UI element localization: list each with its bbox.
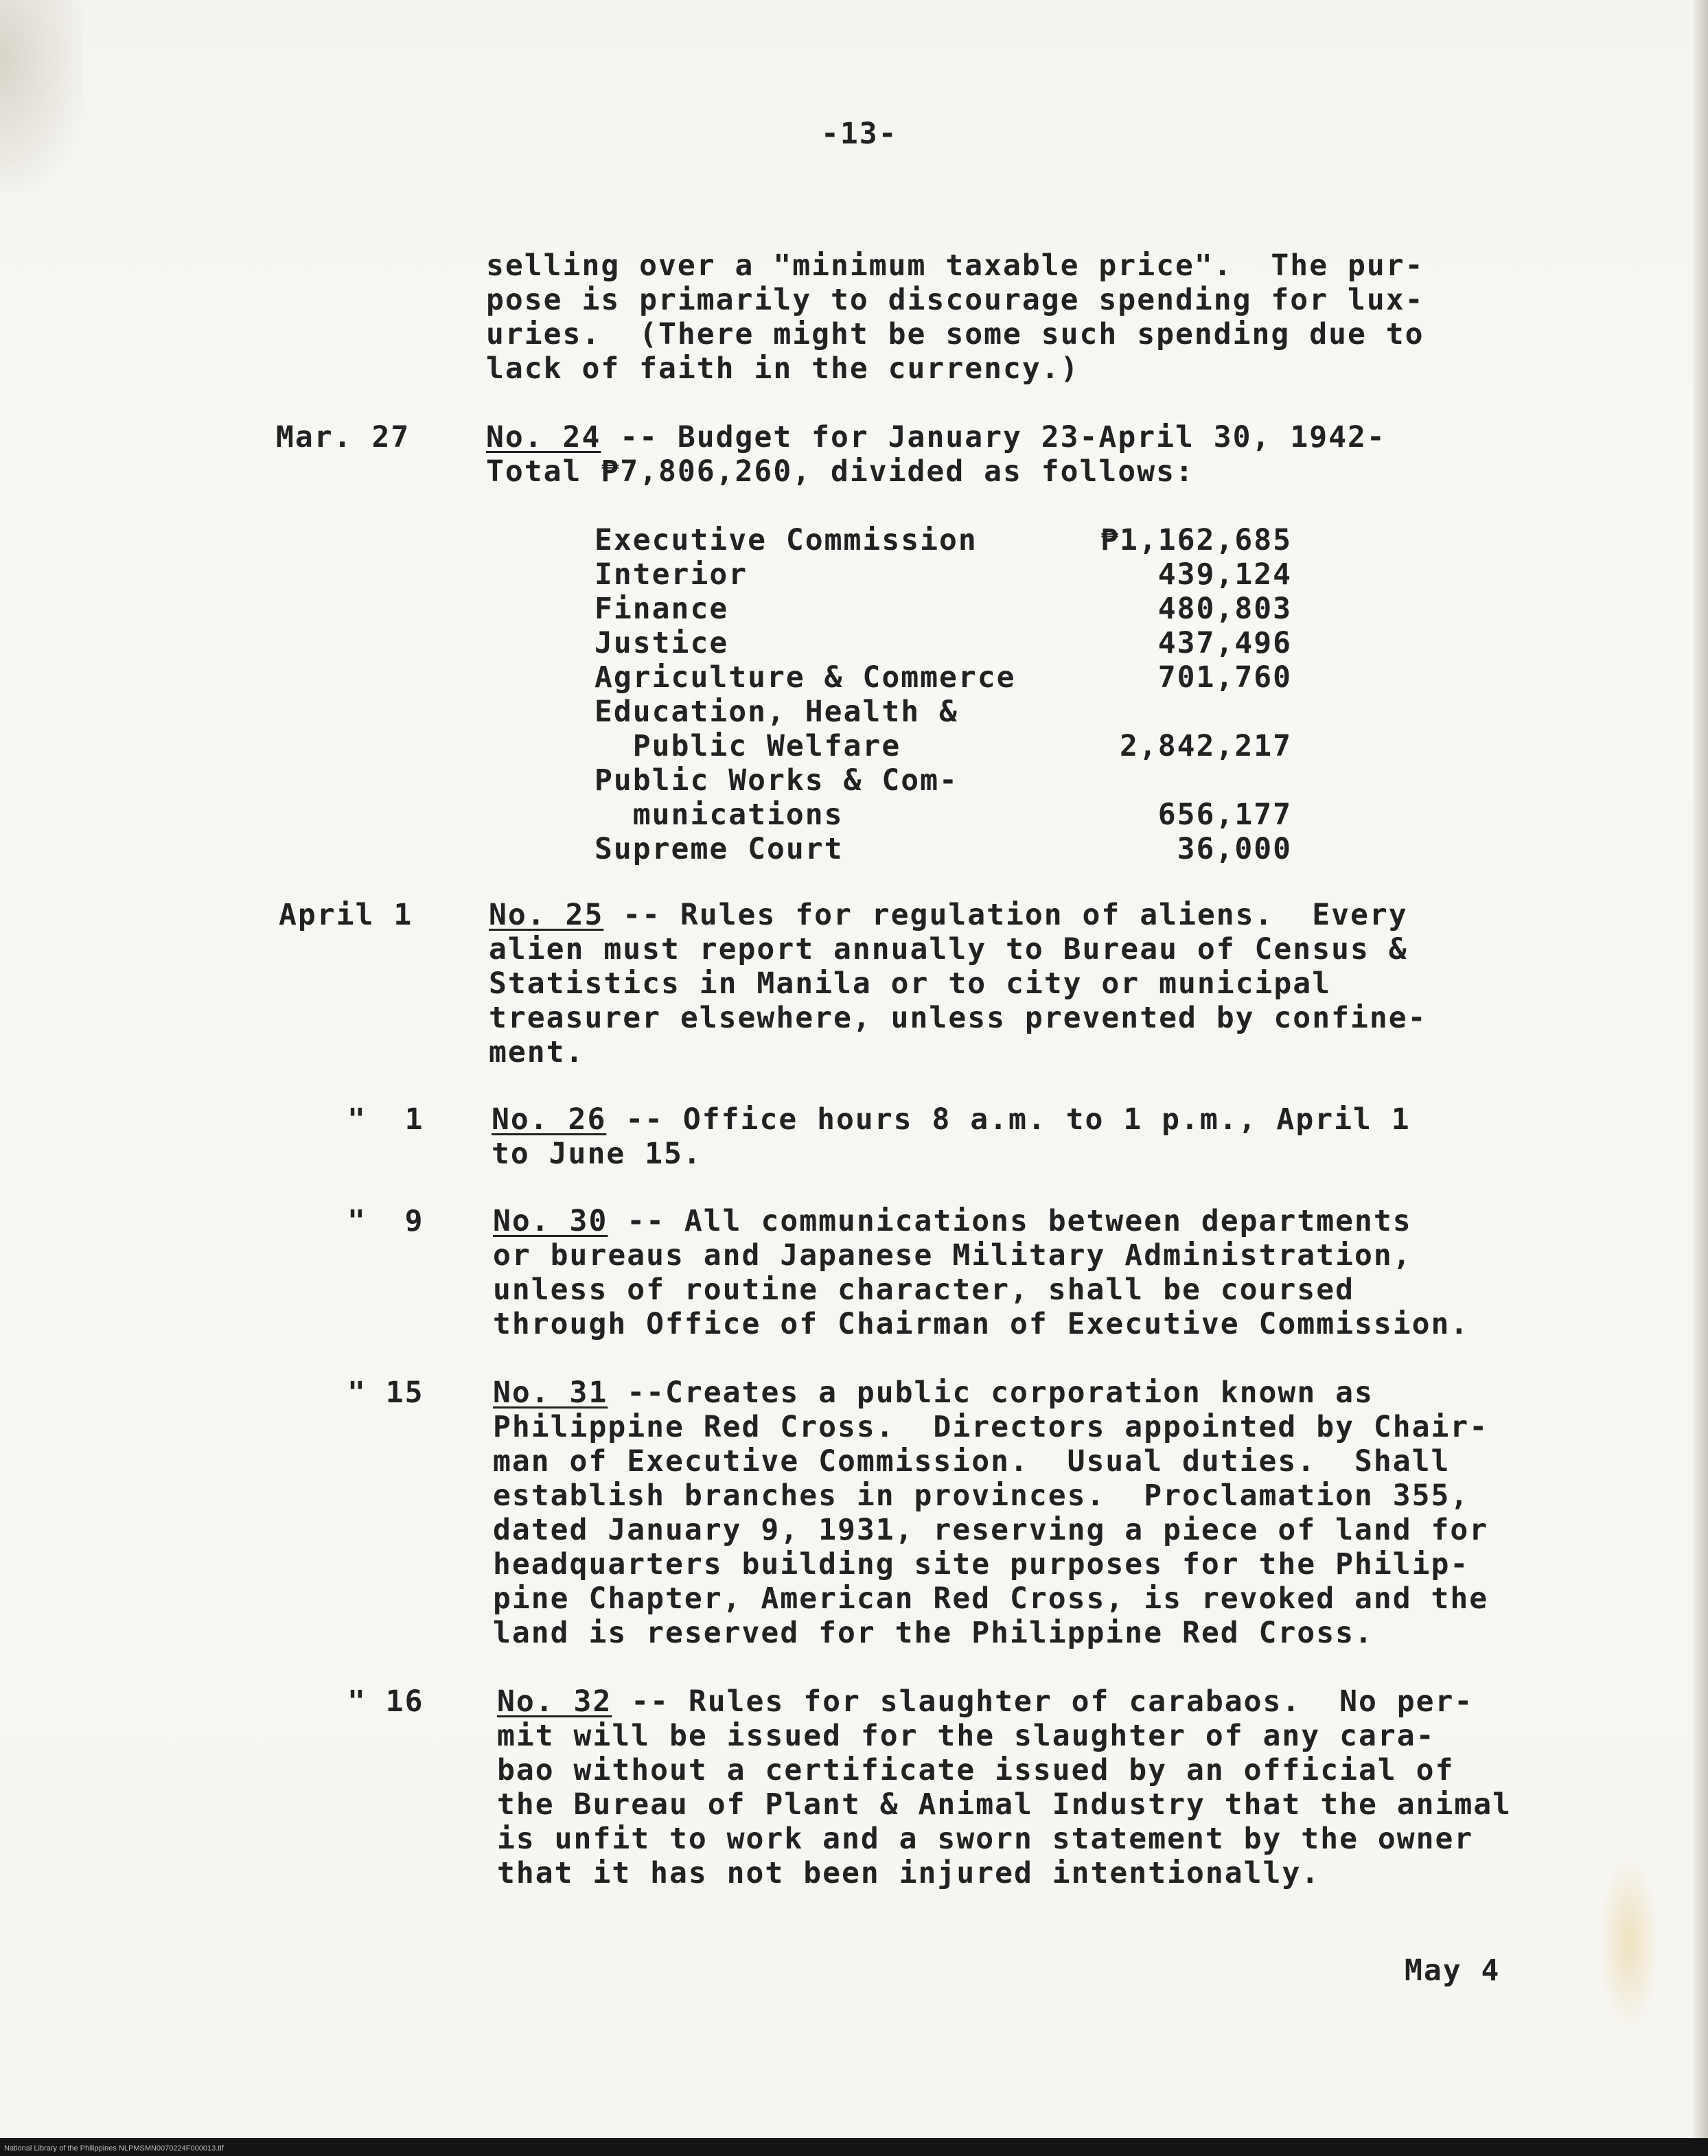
entry-date: April 1: [279, 898, 413, 932]
entry-line: mit will be issued for the slaughter of any cara-: [497, 1719, 1435, 1753]
budget-label: Finance: [595, 592, 729, 626]
entry-number: No. 25: [489, 898, 604, 932]
entry-date: " 9: [347, 1204, 424, 1238]
paper-stain: [0, 0, 82, 192]
budget-label: Justice: [595, 626, 729, 660]
budget-amount: 2,842,217: [1120, 729, 1292, 763]
entry-line: unless of routine character, shall be coursed: [493, 1273, 1354, 1307]
entry-line: that it has not been injured intentionally.: [497, 1856, 1321, 1890]
budget-label: Public Works & Com-: [595, 763, 958, 798]
entry-number: No. 24: [486, 420, 601, 454]
entry-line: Total ₱7,806,260, divided as follows:: [486, 454, 1195, 489]
entry-number: No. 30: [493, 1204, 608, 1238]
entry-line: through Office of Chairman of Executive Commission.: [493, 1307, 1470, 1341]
entry-line: or bureaus and Japanese Military Administration,: [493, 1238, 1412, 1273]
entry-line: man of Executive Commission. Usual duties. Shall: [493, 1444, 1451, 1479]
entry-first-line: No. 31 --Creates a public corporation known as: [493, 1376, 1374, 1410]
budget-label: Education, Health &: [595, 695, 958, 729]
paper-stain: [1598, 1853, 1660, 2032]
entry-first-line: No. 32 -- Rules for slaughter of carabaos. No per-: [497, 1684, 1474, 1719]
entry-number: No. 32: [497, 1684, 612, 1719]
entry-line: pine Chapter, American Red Cross, is revoked and the: [493, 1581, 1489, 1616]
budget-amount: 480,803: [1157, 592, 1292, 626]
entry-date: " 1: [347, 1102, 424, 1137]
entry-line: headquarters building site purposes for the Philip-: [493, 1547, 1470, 1581]
entry-number: No. 31: [493, 1376, 608, 1410]
entry-line: establish branches in provinces. Proclamation 355,: [493, 1479, 1470, 1513]
entry-line: dated January 9, 1931, reserving a piece of land for: [493, 1513, 1489, 1547]
budget-label: Public Welfare: [595, 729, 901, 763]
entry-first-line: No. 25 -- Rules for regulation of aliens. Every: [489, 898, 1408, 932]
entry-line: Statistics in Manila or to city or municipal: [489, 966, 1332, 1001]
budget-label: Executive Commission: [595, 523, 978, 557]
intro-line: selling over a "minimum taxable price". The pur-: [486, 248, 1424, 283]
budget-label: Agriculture & Commerce: [595, 660, 1016, 695]
entry-line: is unfit to work and a sworn statement by the owner: [497, 1822, 1474, 1856]
entry-date: Mar. 27: [276, 420, 411, 454]
entry-line: land is reserved for the Philippine Red Cross.: [493, 1616, 1374, 1650]
budget-label: Interior: [595, 557, 748, 592]
entry-line: treasurer elsewhere, unless prevented by confine-: [489, 1001, 1427, 1035]
budget-amount: 439,124: [1157, 557, 1292, 592]
entry-number: No. 26: [492, 1102, 607, 1137]
entry-line: to June 15.: [492, 1137, 702, 1171]
budget-amount: ₱1,162,685: [1100, 523, 1292, 557]
entry-line: alien must report annually to Bureau of Census &: [489, 932, 1408, 966]
entry-first-line: No. 24 -- Budget for January 23-April 30, 1942-: [486, 420, 1386, 454]
entry-line: the Bureau of Plant & Animal Industry that the animal: [497, 1787, 1512, 1822]
entry-date: " 16: [347, 1684, 424, 1719]
budget-amount: 36,000: [1177, 832, 1292, 866]
intro-line: lack of faith in the currency.): [486, 351, 1080, 386]
intro-line: pose is primarily to discourage spending for lux-: [486, 283, 1424, 317]
entry-line: ment.: [489, 1035, 585, 1069]
page-number: -13-: [821, 117, 898, 151]
scan-footer-text: National Library of the Philippines NLPMSMN0070224F000013.tif: [4, 2144, 224, 2153]
entry-line: Philippine Red Cross. Directors appointed by Chair-: [493, 1410, 1489, 1444]
paper-edge: [1693, 0, 1708, 2156]
budget-amount: 437,496: [1157, 626, 1292, 660]
entry-date: " 15: [347, 1376, 424, 1410]
budget-label: Supreme Court: [595, 832, 844, 866]
entry-line: bao without a certificate issued by an official of: [497, 1753, 1455, 1787]
continuation-marker: May 4: [1405, 1954, 1501, 1988]
budget-amount: 701,760: [1157, 660, 1292, 695]
entry-first-line: No. 30 -- All communications between departments: [493, 1204, 1412, 1238]
budget-label: munications: [595, 798, 844, 832]
entry-first-line: No. 26 -- Office hours 8 a.m. to 1 p.m., April 1: [492, 1102, 1411, 1137]
scan-footer-bar: [0, 2138, 1708, 2156]
budget-amount: 656,177: [1157, 798, 1292, 832]
intro-line: uries. (There might be some such spending due to: [486, 317, 1424, 351]
